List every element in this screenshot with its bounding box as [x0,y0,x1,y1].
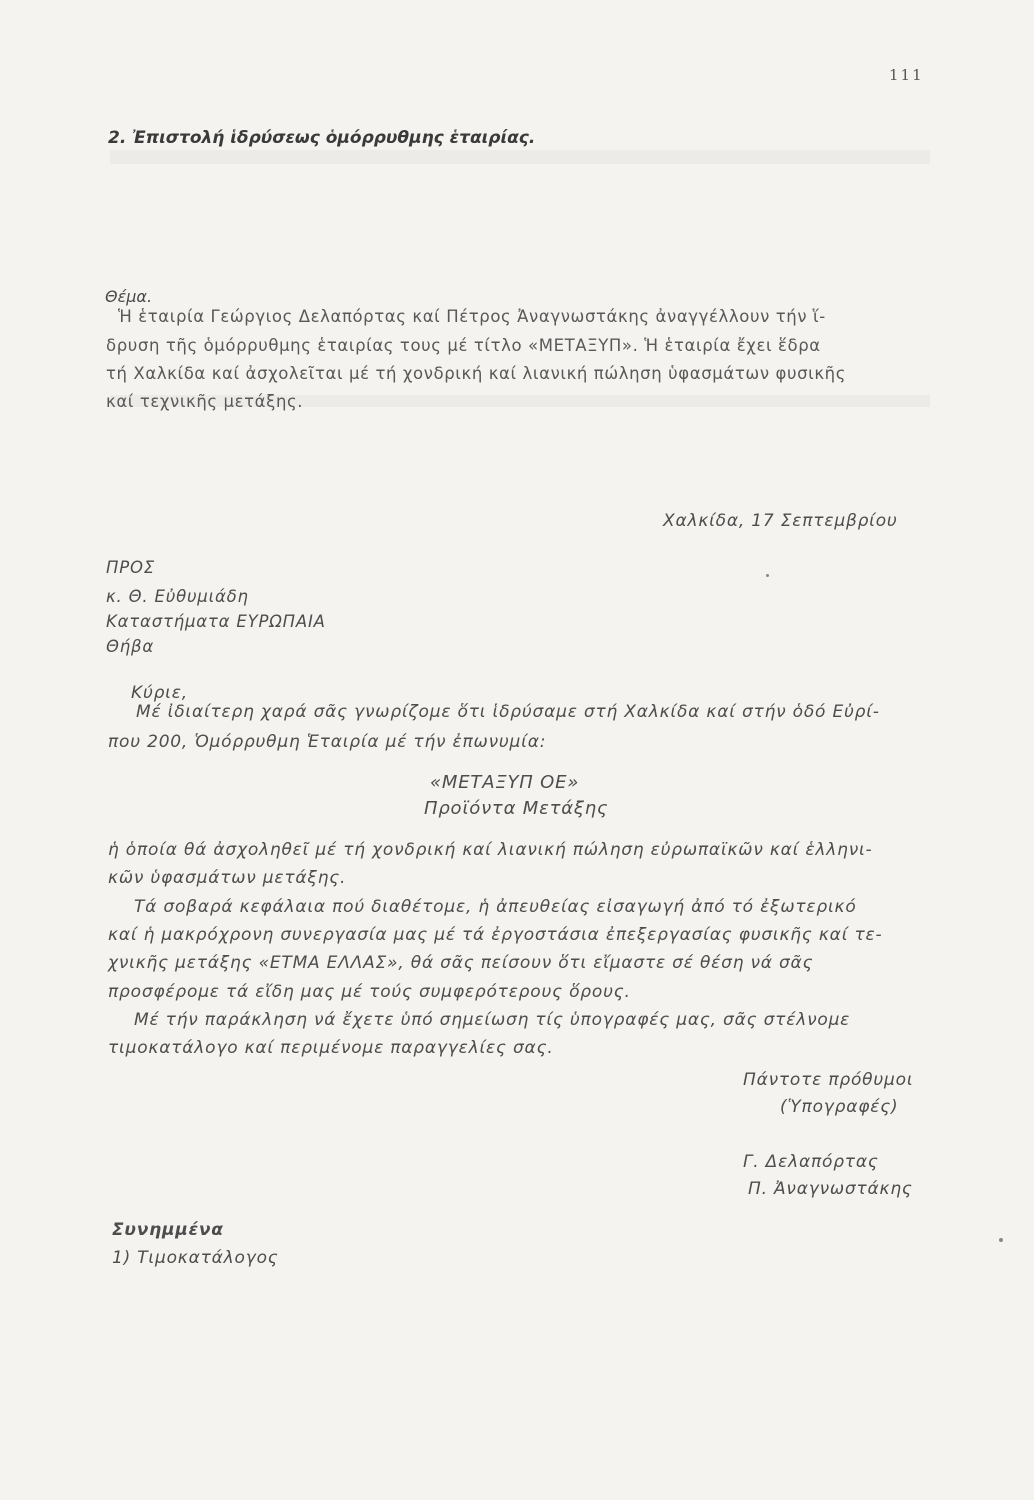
scan-speck [766,574,769,577]
subject-line: δρυση τῆς ὁμόρρυθμης ἑταιρίας τους μέ τίτλο «ΜΕΤΑΞΥΠ». Ἡ ἑταιρία ἔχει ἕδρα [106,336,821,355]
body-line: Τά σοβαρά κεφάλαια πού διαθέτομε, ἡ ἀπευθείας εἰσαγωγή ἀπό τό ἐξωτερικό [134,897,857,917]
signer-name: Π. Ἀναγνωστάκης [748,1179,913,1199]
body-line: τιμοκατάλογο καί περιμένομε παραγγελίες σας. [108,1038,554,1058]
salutation: Κύριε, [131,683,188,703]
page-number: 111 [889,66,924,84]
body-line: χνικῆς μετάξης «ΕΤΜΑ ΕΛΛΑΣ», θά σᾶς πείσουν ὅτι εἴμαστε σέ θέση νά σᾶς [108,953,814,973]
subject-line: καί τεχνικῆς μετάξης. [106,392,304,411]
attachment-item: 1) Τιμοκατάλογος [112,1248,279,1268]
body-line: προσφέρομε τά εἴδη μας μέ τούς συμφερότερους ὅρους. [108,982,631,1002]
body-line: που 200, Ὁμόρρυθμη Ἑταιρία μέ τήν ἐπωνυμία: [108,732,547,752]
subject-line: Ἡ ἑταιρία Γεώργιος Δελαπόρτας καί Πέτρος Ἀναγνωστάκης ἀναγγέλλουν τήν ἵ- [118,307,826,326]
subject-label: Θέμα. [105,287,153,306]
body-line: κῶν ὑφασμάτων μετάξης. [108,868,347,888]
signatures-note: (Ὑπογραφές) [780,1097,899,1117]
body-line: καί ἡ μακρόχρονη συνεργασία μας μέ τά ἐργοστάσια ἐπεξεργασίας φυσικῆς καί τε- [108,925,883,945]
closing-phrase: Πάντοτε πρόθυμοι [743,1070,914,1090]
bleed-through [110,150,930,164]
address-to: ΠΡΟΣ [106,558,155,577]
date-line: Χαλκίδα, 17 Σεπτεμβρίου [663,511,898,531]
address-name: κ. Θ. Εὐθυμιάδη [106,587,249,606]
scan-speck [999,1238,1003,1242]
body-line: Μέ τήν παράκληση νά ἔχετε ὑπό σημείωση τίς ὑπογραφές μας, σᾶς στέλνομε [134,1010,851,1030]
company-tagline: Προϊόντα Μετάξης [424,798,609,819]
subject-line: τή Χαλκίδα καί ἀσχολεῖται μέ τή χονδρική καί λιανική πώληση ὑφασμάτων φυσικῆς [106,364,847,383]
address-company: Καταστήματα ΕΥΡΩΠΑΙΑ [106,612,326,631]
body-line: ἡ ὁποία θά ἀσχοληθεῖ μέ τή χονδρική καί λιανική πώληση εὐρωπαϊκῶν καί ἑλληνι- [108,840,873,860]
attachments-label: Συνημμένα [112,1220,224,1240]
body-line: Μέ ἰδιαίτερη χαρά σᾶς γνωρίζομε ὅτι ἱδρύσαμε στή Χαλκίδα καί στήν ὁδό Εὐρί- [136,702,880,722]
company-name: «ΜΕΤΑΞΥΠ ΟΕ» [430,772,580,793]
signer-name: Γ. Δελαπόρτας [743,1152,879,1172]
section-heading: 2. Ἐπιστολή ἱδρύσεως ὁμόρρυθμης ἑταιρίας. [108,128,536,148]
address-city: Θήβα [106,637,155,656]
